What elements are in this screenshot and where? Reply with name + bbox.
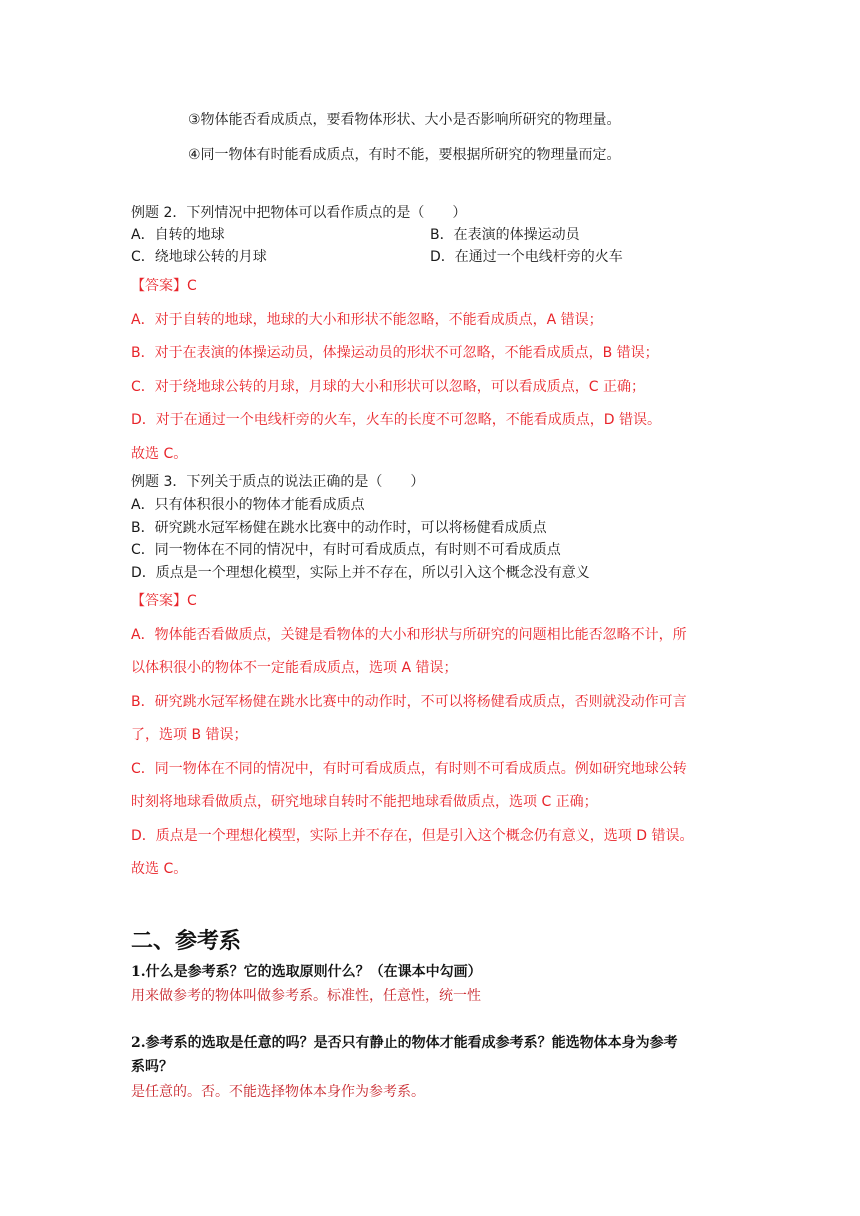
question-2-line1: 2.参考系的选取是任意的吗？是否只有静止的物体才能看成参考系？能选物体本身为参考 <box>131 1035 678 1051</box>
example3-option-c: C．同一物体在不同的情况中，有时可看成质点，有时则不可看成质点 <box>131 542 561 558</box>
example2-explanation-c: C．对于绕地球公转的月球，月球的大小和形状可以忽略，可以看成质点，C 正确； <box>131 379 645 395</box>
example3-explanation-b-line2: 了，选项 B 错误； <box>131 727 248 743</box>
example2-explanation-b: B．对于在表演的体操运动员，体操运动员的形状不可忽略，不能看成质点，B 错误； <box>131 345 659 361</box>
example3-conclusion: 故选 C。 <box>131 861 188 877</box>
example2-explanation-d: D．对于在通过一个电线杆旁的火车，火车的长度不可忽略，不能看成质点，D 错误。 <box>131 412 662 428</box>
example3-explanation-a-line2: 以体积很小的物体不一定能看成质点，选项 A 错误； <box>131 660 458 676</box>
example3-option-d: D．质点是一个理想化模型，实际上并不存在，所以引入这个概念没有意义 <box>131 565 590 581</box>
example3-explanation-c-line1: C．同一物体在不同的情况中，有时可看成质点，有时则不可看成质点。例如研究地球公转 <box>131 761 687 777</box>
question-1: 1.什么是参考系？它的选取原则什么？（在课本中勾画） <box>131 964 482 980</box>
example2-question: 例题 2．下列情况中把物体可以看作质点的是（ ） <box>131 205 467 221</box>
example2-answer: 【答案】C <box>131 278 197 294</box>
example2-option-a: A．自转的地球 <box>131 227 225 243</box>
section-heading: 二、参考系 <box>131 929 242 954</box>
example3-explanation-c-line2: 时刻将地球看做质点，研究地球自转时不能把地球看做质点，选项 C 正确； <box>131 794 598 810</box>
intro-item-4: ④同一物体有时能看成质点，有时不能，要根据所研究的物理量而定。 <box>188 147 621 163</box>
example3-explanation-a-line1: A．物体能否看做质点，关键是看物体的大小和形状与所研究的问题相比能否忽略不计，所 <box>131 627 687 643</box>
intro-item-3: ③物体能否看成质点，要看物体形状、大小是否影响所研究的物理量。 <box>188 112 621 128</box>
question-2-line2: 系吗？ <box>131 1059 173 1075</box>
example2-explanation-a: A．对于自转的地球，地球的大小和形状不能忽略，不能看成质点，A 错误； <box>131 312 603 328</box>
example3-explanation-d: D．质点是一个理想化模型，实际上并不存在，但是引入这个概念仍有意义，选项 D 错误。 <box>131 828 694 844</box>
example3-option-a: A．只有体积很小的物体才能看成质点 <box>131 497 365 513</box>
answer-2: 是任意的。否。不能选择物体本身作为参考系。 <box>131 1084 425 1100</box>
example2-option-b: B．在表演的体操运动员 <box>430 227 580 243</box>
example3-question: 例题 3．下列关于质点的说法正确的是（ ） <box>131 474 425 490</box>
example3-option-b: B．研究跳水冠军杨健在跳水比赛中的动作时，可以将杨健看成质点 <box>131 520 547 536</box>
example2-option-d: D．在通过一个电线杆旁的火车 <box>430 249 623 265</box>
example3-explanation-b-line1: B．研究跳水冠军杨健在跳水比赛中的动作时，不可以将杨健看成质点，否则就没动作可言 <box>131 694 687 710</box>
example2-option-c: C．绕地球公转的月球 <box>131 249 267 265</box>
example3-answer: 【答案】C <box>131 593 197 609</box>
example2-conclusion: 故选 C。 <box>131 446 188 462</box>
answer-1: 用来做参考的物体叫做参考系。标准性，任意性，统一性 <box>131 988 481 1004</box>
